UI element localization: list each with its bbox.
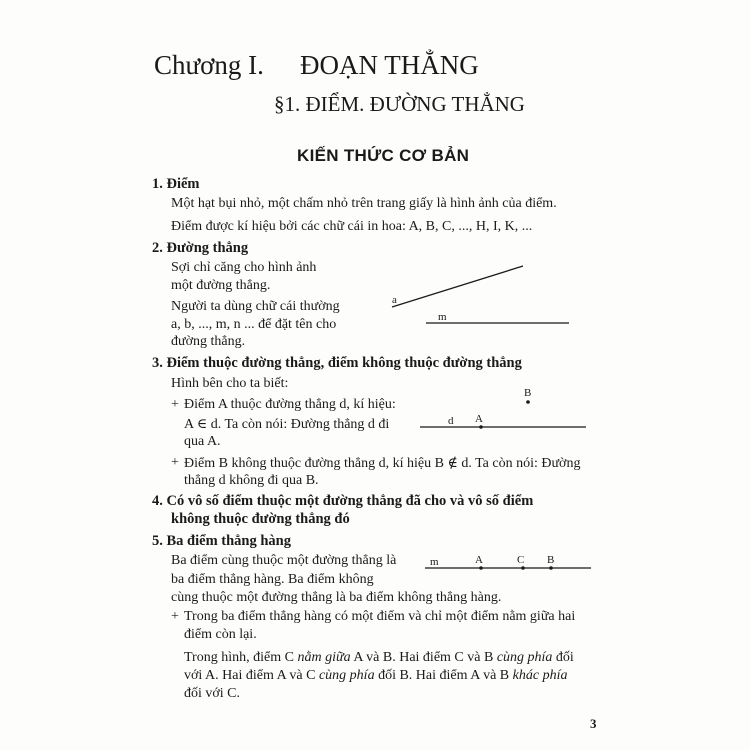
s5-para-line-3: đối với C. xyxy=(184,686,241,701)
label-m2: m xyxy=(430,556,439,568)
s2-line-1: Sợi chỉ căng cho hình ảnh xyxy=(171,260,317,275)
s5-para-italic: khác phía xyxy=(512,668,568,683)
s2-line-5: đường thẳng. xyxy=(171,334,246,349)
s5-para-text: Trong hình, điểm C xyxy=(184,650,298,665)
s1-line-1: Một hạt bụi nhỏ, một chấm nhỏ trên trang giấy là hình ảnh của điểm. xyxy=(171,196,557,211)
s5-para-italic: nằm giữa xyxy=(297,650,351,665)
line-a xyxy=(392,266,523,307)
s5-para-italic: cùng phía xyxy=(496,650,553,665)
label-A: A xyxy=(475,413,483,425)
line-figure-m-A-C-B xyxy=(420,546,600,586)
s5-para-text: A và B. Hai điểm C và B xyxy=(350,650,497,665)
s4-heading-line-1: 4. Có vô số điểm thuộc một đường thẳng đã cho và vô số điểm xyxy=(152,493,534,509)
label-C: C xyxy=(517,554,525,566)
chapter-label: Chương I. xyxy=(154,50,264,80)
s5-para-line-1 xyxy=(184,650,574,666)
s5-para-text: đối B. Hai điểm A và B xyxy=(374,668,513,683)
point-B xyxy=(526,400,530,404)
s5-line-2: ba điểm thẳng hàng. Ba điểm không xyxy=(171,572,374,587)
s5-line-1: Ba điểm cùng thuộc một đường thẳng là xyxy=(171,553,397,568)
section-title: §1. ĐIỂM. ĐƯỜNG THẲNG xyxy=(274,92,525,116)
s2-line-3: Người ta dùng chữ cái thường xyxy=(171,299,340,314)
s5-para-italic: cùng phía xyxy=(318,668,375,683)
label-A2: A xyxy=(475,554,483,566)
s3-item1-line-3: qua A. xyxy=(184,434,221,449)
s3-intro: Hình bên cho ta biết: xyxy=(171,376,289,391)
s1-heading: 1. Điểm xyxy=(152,176,200,192)
point-A2 xyxy=(479,566,483,570)
s2-line-2: một đường thẳng. xyxy=(171,278,271,293)
s5-heading: 5. Ba điểm thẳng hàng xyxy=(152,533,291,549)
label-B2: B xyxy=(547,554,555,566)
s1-line-2: Điểm được kí hiệu bởi các chữ cái in hoa: A, B, C, ..., H, I, K, ... xyxy=(171,219,533,234)
s3-item2-line-2: thẳng d không đi qua B. xyxy=(184,473,319,488)
point-B2 xyxy=(549,566,553,570)
s3-item1-line-1: Điểm A thuộc đường thẳng d, kí hiệu: xyxy=(184,397,396,412)
s3-plus-1: + xyxy=(171,397,179,412)
label-a: a xyxy=(392,294,397,306)
line-figure-d-A-B xyxy=(415,384,595,434)
label-d: d xyxy=(448,415,454,427)
s5-para-text: với A. Hai điểm A và C xyxy=(184,668,319,683)
s4-heading-line-2: không thuộc đường thẳng đó xyxy=(171,511,350,527)
page-number: 3 xyxy=(590,716,597,731)
s3-plus-2: + xyxy=(171,455,179,470)
s5-para-line-2 xyxy=(184,668,567,684)
s5-para-text: đối xyxy=(552,650,574,665)
s2-line-4: a, b, ..., m, n ... để đặt tên cho xyxy=(171,317,337,332)
s5-item-line-1: Trong ba điểm thẳng hàng có một điểm và chỉ một điểm nằm giữa hai xyxy=(184,609,576,624)
label-m: m xyxy=(438,311,447,323)
s3-item2-line-1: Điểm B không thuộc đường thẳng d, kí hiệu B ∉ d. Ta còn nói: Đường xyxy=(184,456,581,471)
line-figure-a-m xyxy=(380,262,580,332)
s5-item-line-2: điểm còn lại. xyxy=(184,627,257,642)
s2-heading: 2. Đường thẳng xyxy=(152,240,249,256)
s3-heading: 3. Điểm thuộc đường thẳng, điểm không thuộc đường thẳng xyxy=(152,355,522,371)
knowledge-heading: KIẾN THỨC CƠ BẢN xyxy=(297,146,470,165)
chapter-title: ĐOẠN THẲNG xyxy=(300,50,479,80)
s5-line-3: cùng thuộc một đường thẳng là ba điểm không thẳng hàng. xyxy=(171,590,502,605)
label-B: B xyxy=(524,387,532,399)
s3-item1-line-2: A ∈ d. Ta còn nói: Đường thẳng d đi xyxy=(184,417,390,432)
point-C xyxy=(521,566,525,570)
s5-plus: + xyxy=(171,609,179,624)
point-A xyxy=(479,425,483,429)
